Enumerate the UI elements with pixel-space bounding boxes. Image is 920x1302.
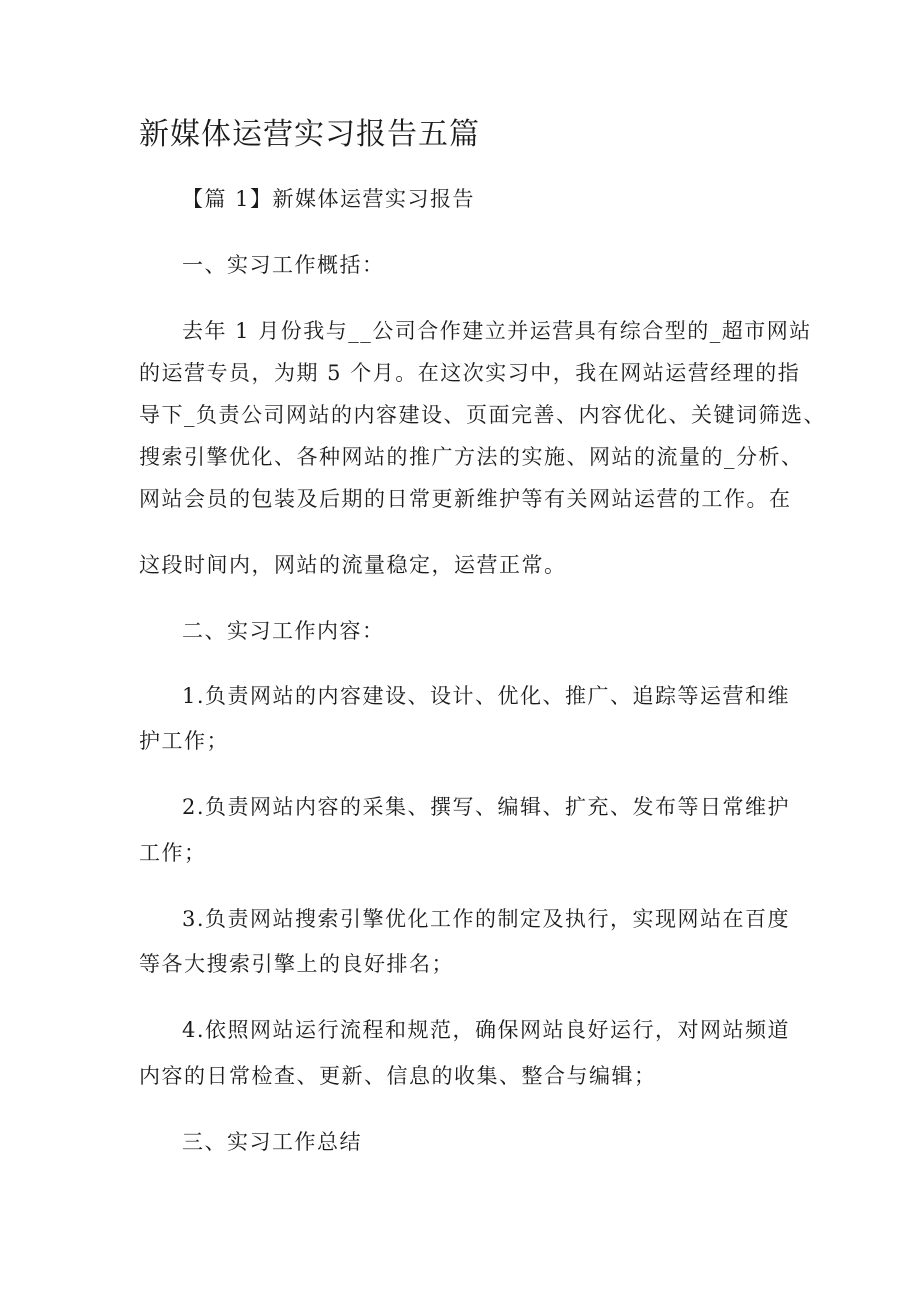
- paragraph-line: 网站会员的包装及后期的日常更新维护等有关网站运营的工作。在: [139, 487, 792, 511]
- list-item-line: 3.负责网站搜索引擎优化工作的制定及执行，实现网站在百度: [182, 907, 791, 931]
- paragraph-line: 搜索引擎优化、各种网站的推广方法的实施、网站的流量的_分析、: [139, 445, 804, 469]
- list-item-line: 2.负责网站内容的采集、撰写、编辑、扩充、发布等日常维护: [182, 795, 791, 819]
- heading-content: 二、实习工作内容：: [182, 619, 385, 643]
- list-item-line: 护工作；: [139, 729, 229, 753]
- heading-summary: 三、实习工作总结: [182, 1130, 362, 1154]
- list-item-line: 等各大搜索引擎上的良好排名；: [139, 952, 454, 976]
- section-heading: 【篇 1】新媒体运营实习报告: [182, 187, 476, 211]
- list-item-line: 4.依照网站运行流程和规范，确保网站良好运行，对网站频道: [182, 1018, 791, 1042]
- paragraph-line: 的运营专员，为期 5 个月。在这次实习中，我在网站运营经理的指: [139, 361, 801, 385]
- paragraph-line: 这段时间内，网站的流量稳定，运营正常。: [139, 553, 567, 577]
- paragraph-line: 去年 1 月份我与__公司合作建立并运营具有综合型的_超市网站: [182, 319, 812, 343]
- heading-overview: 一、实习工作概括：: [182, 253, 385, 277]
- paragraph-line: 导下_负责公司网站的内容建设、页面完善、内容优化、关键词筛选、: [139, 403, 826, 427]
- list-item-line: 1.负责网站的内容建设、设计、优化、推广、追踪等运营和维: [182, 684, 791, 708]
- list-item-line: 工作；: [139, 841, 207, 865]
- document-title: 新媒体运营实习报告五篇: [139, 117, 480, 152]
- list-item-line: 内容的日常检查、更新、信息的收集、整合与编辑；: [139, 1064, 657, 1088]
